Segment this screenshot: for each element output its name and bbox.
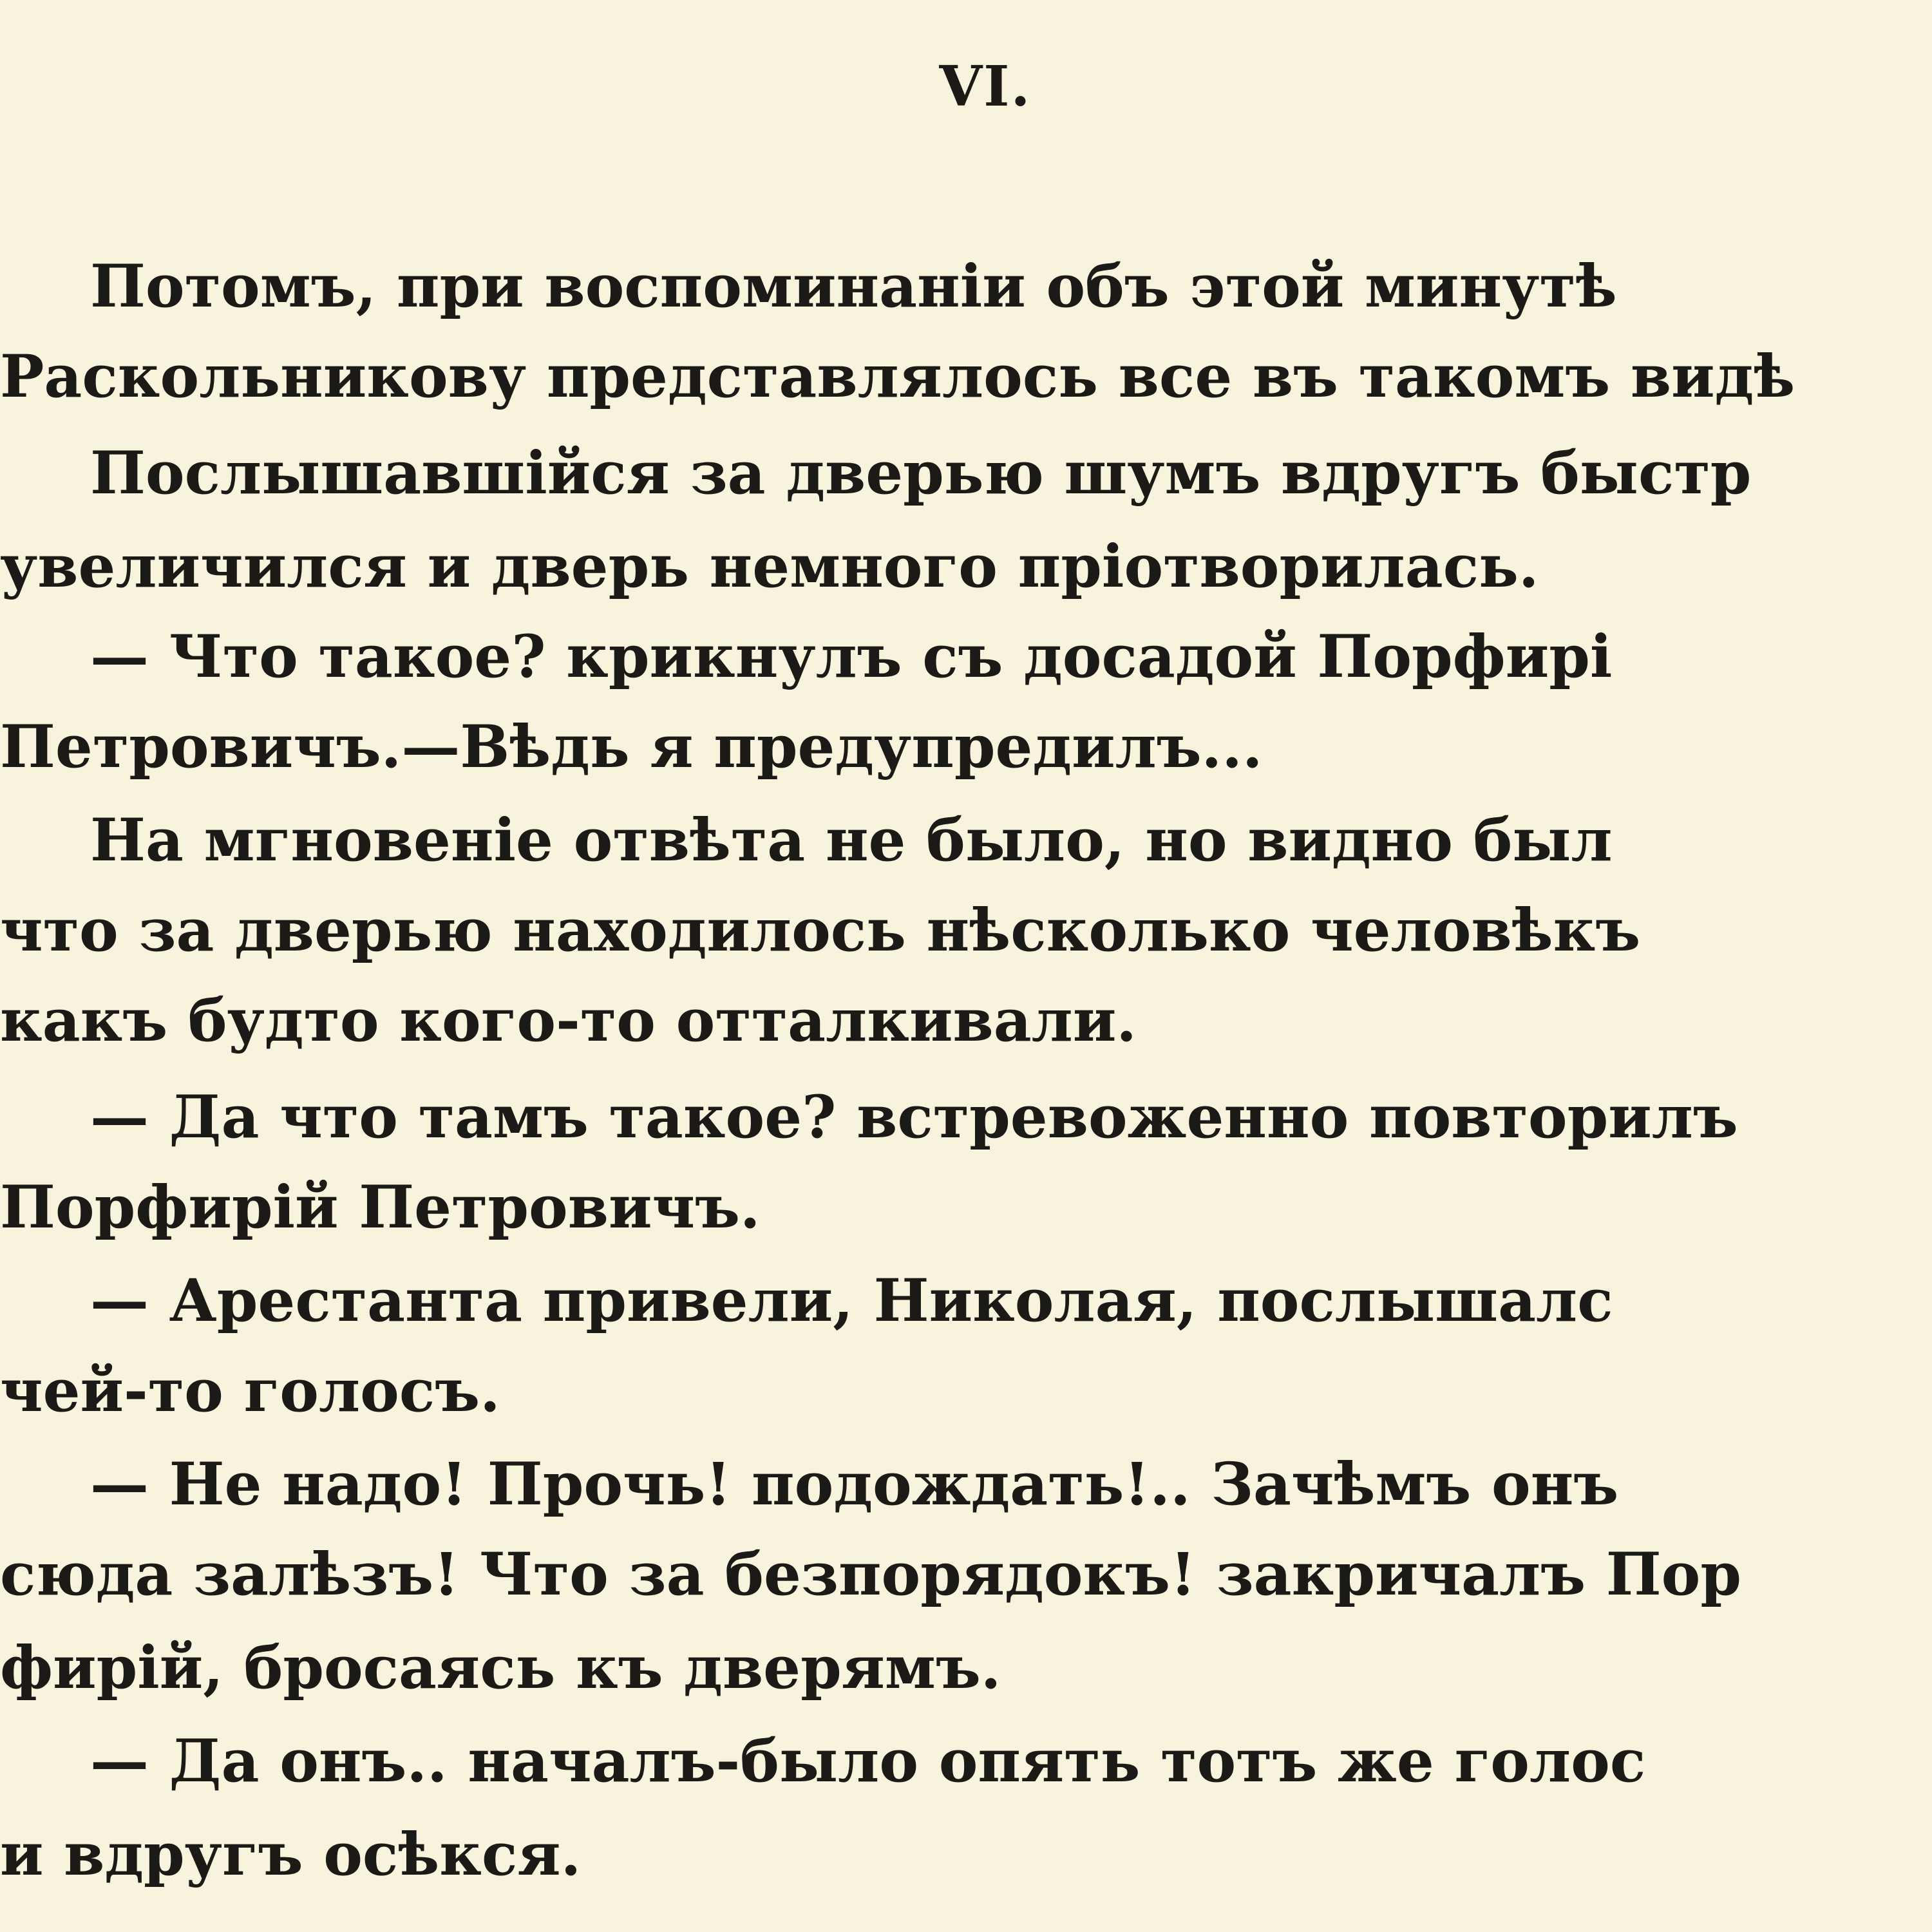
text-line: что за дверью находилось нѣсколько человѣкъ [0, 896, 1641, 965]
text-line: — Да онъ.. началъ-было опять тотъ же голос [90, 1727, 1646, 1795]
text-line: — Да что тамъ такое? встревоженно повторилъ [90, 1083, 1738, 1151]
text-line: фирій, бросаясь къ дверямъ. [0, 1634, 1001, 1702]
chapter-heading: VI. [939, 54, 1032, 119]
text-line: Послышавшійся за дверью шумъ вдругъ быстр [90, 439, 1752, 507]
text-line: какъ будто кого-то отталкивали. [0, 987, 1137, 1055]
text-line: увеличился и дверь немного пріотворилась. [0, 533, 1539, 601]
text-line: Петровичъ.—Вѣдь я предупредилъ... [0, 713, 1263, 781]
text-line: — Не надо! Прочь! подождать!.. Зачѣмъ онъ [90, 1450, 1619, 1519]
text-line: — Что такое? крикнулъ съ досадой Порфирі [90, 623, 1613, 691]
text-line: Порфирій Петровичъ. [0, 1173, 761, 1242]
text-line: Раскольникову представлялось все въ такомъ видѣ [0, 343, 1795, 411]
text-line: На мгновеніе отвѣта не было, но видно был [90, 806, 1613, 875]
text-line: сюда залѣзъ! Что за безпорядокъ! закричалъ Пор [0, 1540, 1741, 1609]
text-line: — Арестанта привели, Николая, послышалс [90, 1267, 1613, 1335]
text-line: Потомъ, при воспоминаніи объ этой минутѣ [90, 252, 1617, 321]
text-line: чей-то голосъ. [0, 1357, 500, 1425]
text-line: и вдругъ осѣкся. [0, 1821, 582, 1889]
